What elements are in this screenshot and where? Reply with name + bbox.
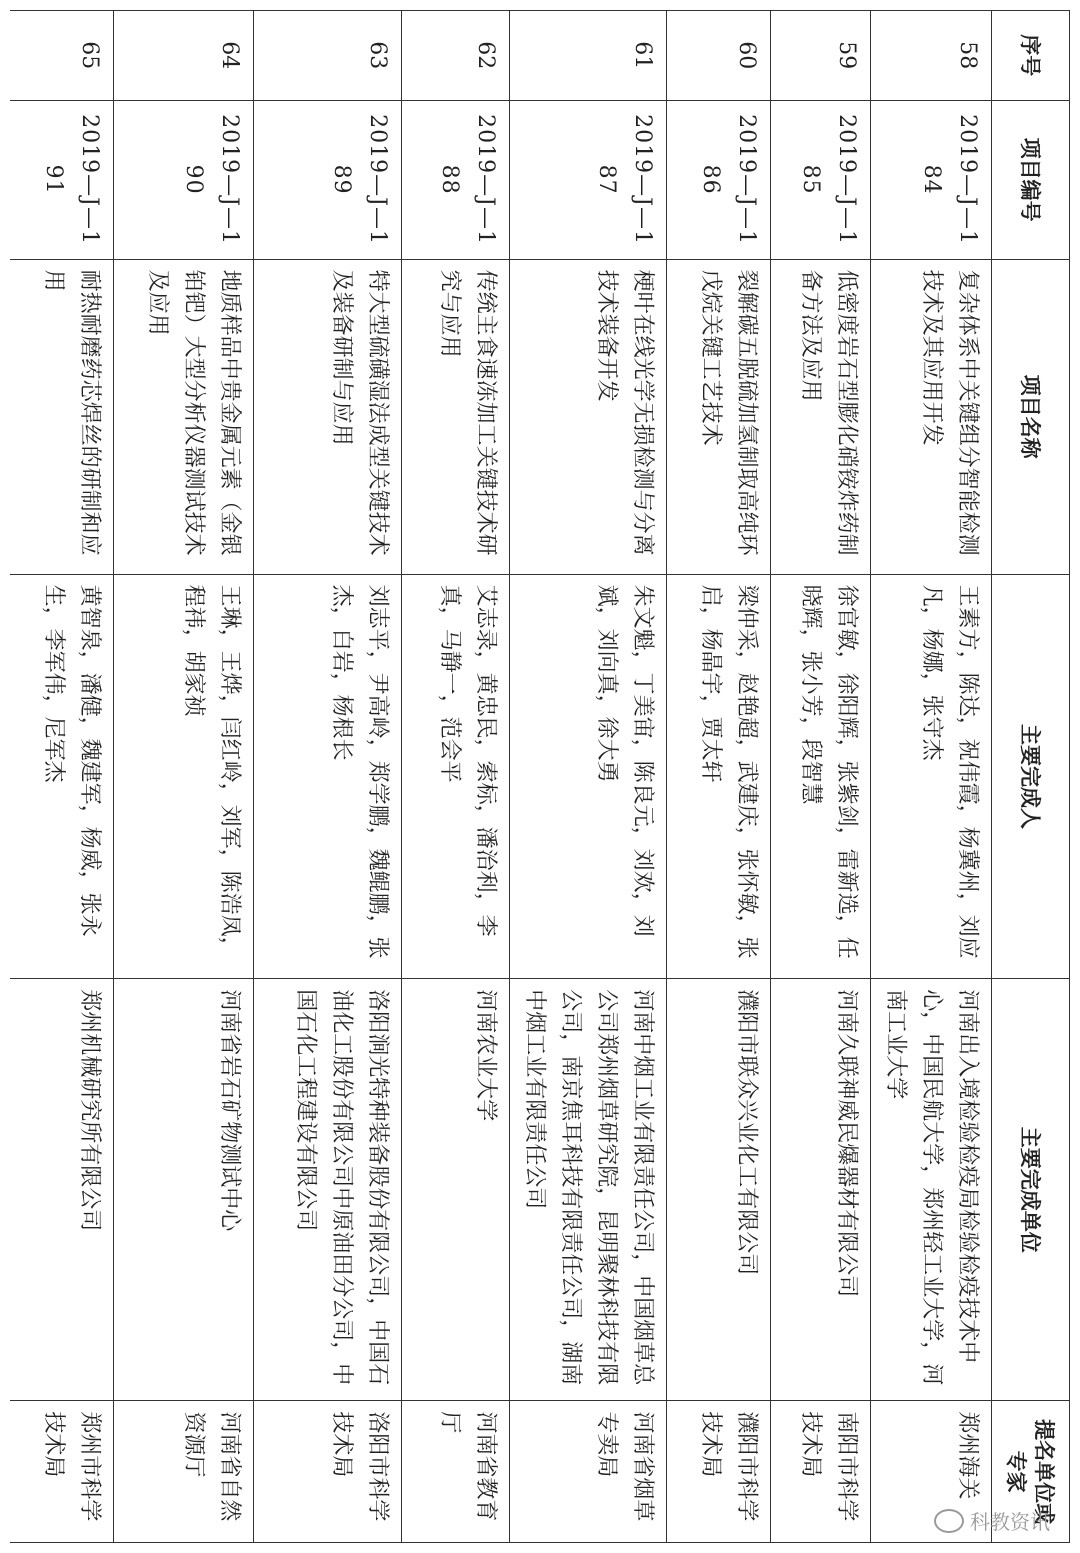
- cell-name: 梗叶在线光学无损检测与分离技术装备开发: [510, 259, 667, 574]
- cell-name: 特大型硫磺湿法成型关键技术及装备研制与应用: [254, 259, 402, 574]
- header-nominator: 提名单位或专家: [992, 1401, 1070, 1543]
- watermark-text: 科教资讯: [970, 1510, 1050, 1534]
- cell-seq: 61: [510, 11, 667, 101]
- cell-people: 徐官敏，徐阳辉，张紫剑，雷新选，任晓辉，张小芳，段智慧: [771, 574, 871, 979]
- cell-name: 耐热耐磨药芯焊丝的研制和应用: [10, 259, 114, 574]
- cell-nominator: 洛阳市科学技术局: [254, 1401, 402, 1543]
- cell-code: 2019—J—190: [114, 100, 254, 259]
- table-row: [402, 11, 510, 1543]
- cell-units: 濮阳市联众兴业化工有限公司: [667, 979, 771, 1401]
- cell-units: 洛阳涧光特种装备股份有限公司，中国石油化工股份有限公司中原油田分公司，中国石化工程建设有限公司: [254, 979, 402, 1401]
- award-project-table: [10, 10, 1070, 1543]
- cell-people: 梁仲采，赵艳超，武建庆，张怀敏，张启，杨晶宇，贾太轩: [667, 574, 771, 979]
- cell-code: 2019—J—186: [667, 100, 771, 259]
- rotated-page: [10, 10, 1070, 1543]
- header-name: 项目名称: [992, 259, 1070, 574]
- cell-units: 河南中烟工业有限责任公司，中国烟草总公司郑州烟草研究院，昆明聚林科技有限公司，南京焦耳科技有限责任公司，湖南中烟工业有限责任公司: [510, 979, 667, 1401]
- header-units: 主要完成单位: [992, 979, 1070, 1401]
- cell-code: 2019—J—185: [771, 100, 871, 259]
- header-row: [992, 11, 1070, 1543]
- cell-seq: 62: [402, 11, 510, 101]
- cell-nominator: 郑州市科学技术局: [10, 1401, 114, 1543]
- cell-nominator: 河南省烟草专卖局: [510, 1401, 667, 1543]
- table-row: [114, 11, 254, 1543]
- cell-code: 2019—J—184: [871, 100, 992, 259]
- table-row: [667, 11, 771, 1543]
- cell-units: 河南农业大学: [402, 979, 510, 1401]
- cell-nominator: 河南省教育厅: [402, 1401, 510, 1543]
- cell-units: 河南久联神威民爆器材有限公司: [771, 979, 871, 1401]
- cell-code: 2019—J—187: [510, 100, 667, 259]
- cell-name: 传统主食速冻加工关键技术研究与应用: [402, 259, 510, 574]
- cell-units: 河南省岩石矿物测试中心: [114, 979, 254, 1401]
- cell-units: 郑州机械研究所有限公司: [10, 979, 114, 1401]
- cell-people: 艾志录，黄忠民，索标，潘治利，李真，马静一，范会平: [402, 574, 510, 979]
- cell-nominator: 郑州海关: [871, 1401, 992, 1543]
- cell-nominator: 南阳市科学技术局: [771, 1401, 871, 1543]
- table-row: [254, 11, 402, 1543]
- cell-people: 王琳，王烨，闫红岭，刘军，陈浩凤，程祎，胡家祯: [114, 574, 254, 979]
- cell-people: 王素方，陈达，祝伟霞，杨冀州，刘应凡，杨娜，张守杰: [871, 574, 992, 979]
- cell-code: 2019—J—188: [402, 100, 510, 259]
- cell-people: 刘志平，尹高岭，郑学鹏，魏鲲鹏，张杰，白岩，杨根长: [254, 574, 402, 979]
- cell-seq: 65: [10, 11, 114, 101]
- cell-seq: 63: [254, 11, 402, 101]
- cell-nominator: 河南省自然资源厅: [114, 1401, 254, 1543]
- cell-people: 朱文魁，丁美宙，陈良元，刘欢，刘斌，刘向真，徐大勇: [510, 574, 667, 979]
- cell-name: 裂解碳五脱硫加氢制取高纯环戊烷关键工艺技术: [667, 259, 771, 574]
- cell-name: 地质样品中贵金属元素（金银铂钯）大型分析仪器测试技术及应用: [114, 259, 254, 574]
- cell-seq: 60: [667, 11, 771, 101]
- table-row: [771, 11, 871, 1543]
- cell-seq: 64: [114, 11, 254, 101]
- cell-seq: 59: [771, 11, 871, 101]
- wechat-icon: [934, 1509, 964, 1533]
- table-row: [10, 11, 114, 1543]
- cell-nominator: 濮阳市科学技术局: [667, 1401, 771, 1543]
- cell-people: 黄智泉，潘健，魏建军，杨威，张永生，李军伟，尼军杰: [10, 574, 114, 979]
- table-row: [510, 11, 667, 1543]
- cell-name: 低密度岩石型膨化硝铵炸药制备方法及应用: [771, 259, 871, 574]
- header-people: 主要完成人: [992, 574, 1070, 979]
- table-row: [871, 11, 992, 1543]
- cell-code: 2019—J—189: [254, 100, 402, 259]
- header-code: 项目编号: [992, 100, 1070, 259]
- cell-code: 2019—J—191: [10, 100, 114, 259]
- cell-seq: 58: [871, 11, 992, 101]
- header-seq: 序号: [992, 11, 1070, 101]
- cell-name: 复杂体系中关键组分智能检测技术及其应用开发: [871, 259, 992, 574]
- watermark: [934, 1506, 1050, 1535]
- cell-units: 河南出入境检验检疫局检验检疫技术中心，中国民航大学，郑州轻工业大学，河南工业大学: [871, 979, 992, 1401]
